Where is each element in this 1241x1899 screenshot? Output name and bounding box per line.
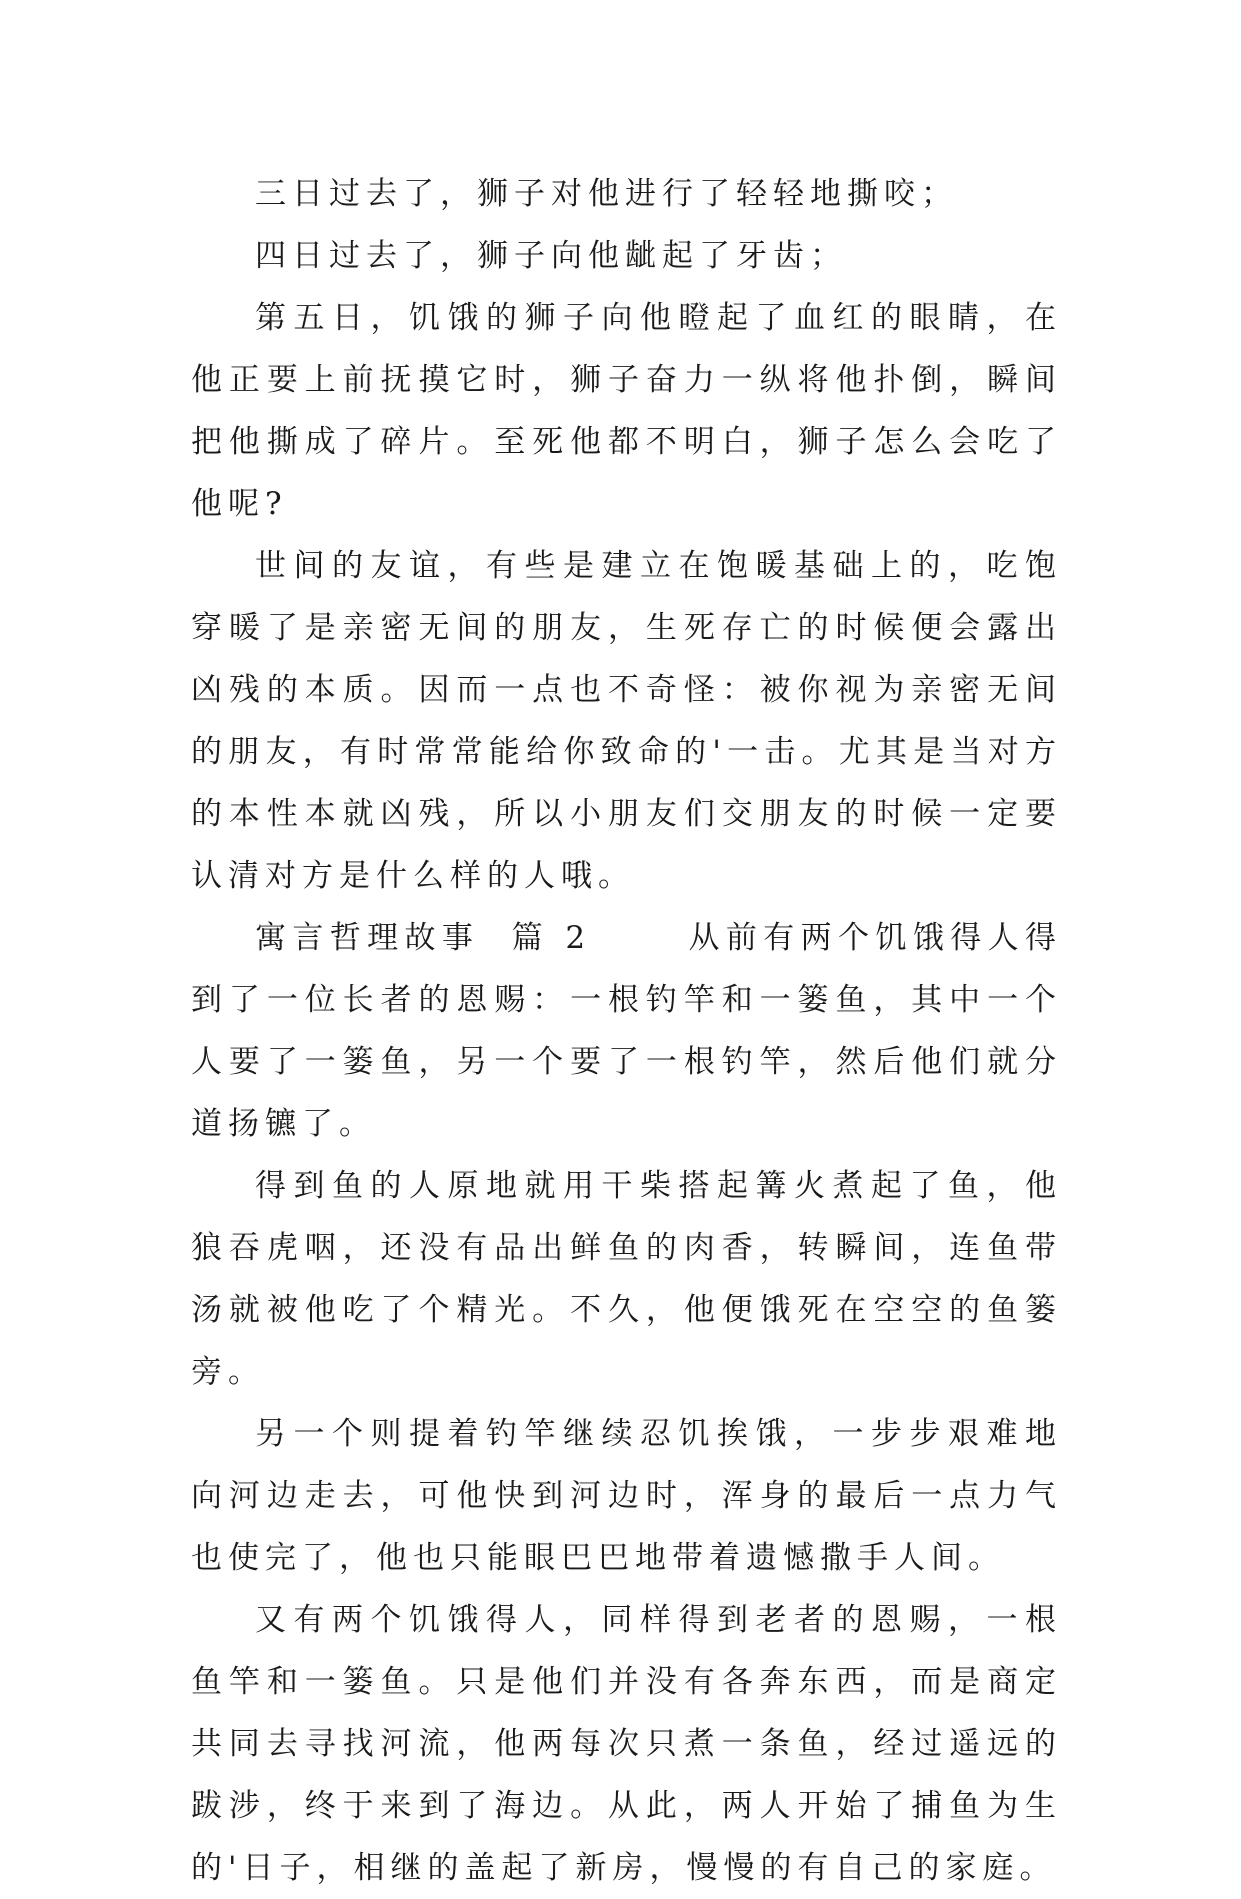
paragraph: 又有两个饥饿得人，同样得到老者的恩赐，一根鱼竿和一篓鱼。只是他们并没有各奔东西，而是商定共同去寻找河流，他两每次只煮一条鱼，经过遥远的跋涉，终于来到了海边。从此，两人开始了捕鱼为生的'日子，相继的盖起了新房，慢慢的有自己的家庭。: [191, 1602, 1062, 1886]
paragraph: 得到鱼的人原地就用干柴搭起篝火煮起了鱼，他狼吞虎咽，还没有品出鲜鱼的肉香，转瞬间，连鱼带汤就被他吃了个精光。不久，他便饿死在空空的鱼篓旁。: [191, 1168, 1062, 1390]
paragraph: 世间的友谊，有些是建立在饱暖基础上的，吃饱穿暖了是亲密无间的朋友，生死存亡的时候便会露出凶残的本质。因而一点也不奇怪：被你视为亲密无间的朋友，有时常常能给你致命的'一击。尤其是当对方的本性本就凶残，所以小朋友们交朋友的时候一定要认清对方是什么样的人哦。: [191, 548, 1062, 894]
paragraph: 另一个则提着钓竿继续忍饥挨饿，一步步艰难地向河边走去，可他快到河边时，浑身的最后一点力气也使完了，他也只能眼巴巴地带着遗憾撒手人间。: [191, 1416, 1062, 1576]
paragraph: 第五日，饥饿的狮子向他瞪起了血红的眼睛，在他正要上前抚摸它时，狮子奋力一纵将他扑倒，瞬间把他撕成了碎片。至死他都不明白，狮子怎么会吃了他呢?: [191, 300, 1062, 522]
paragraph: 四日过去了，狮子向他龇起了牙齿；: [255, 238, 847, 274]
document-body: [191, 163, 1062, 1899]
paragraph: 三日过去了，狮子对他进行了轻轻地撕咬；: [255, 176, 958, 212]
paragraph-section-heading: 寓言哲理故事 篇 2 从前有两个饥饿得人得到了一位长者的恩赐：一根钓竿和一篓鱼，其中一个人要了一篓鱼，另一个要了一根钓竿，然后他们就分道扬镳了。: [191, 920, 1062, 1142]
